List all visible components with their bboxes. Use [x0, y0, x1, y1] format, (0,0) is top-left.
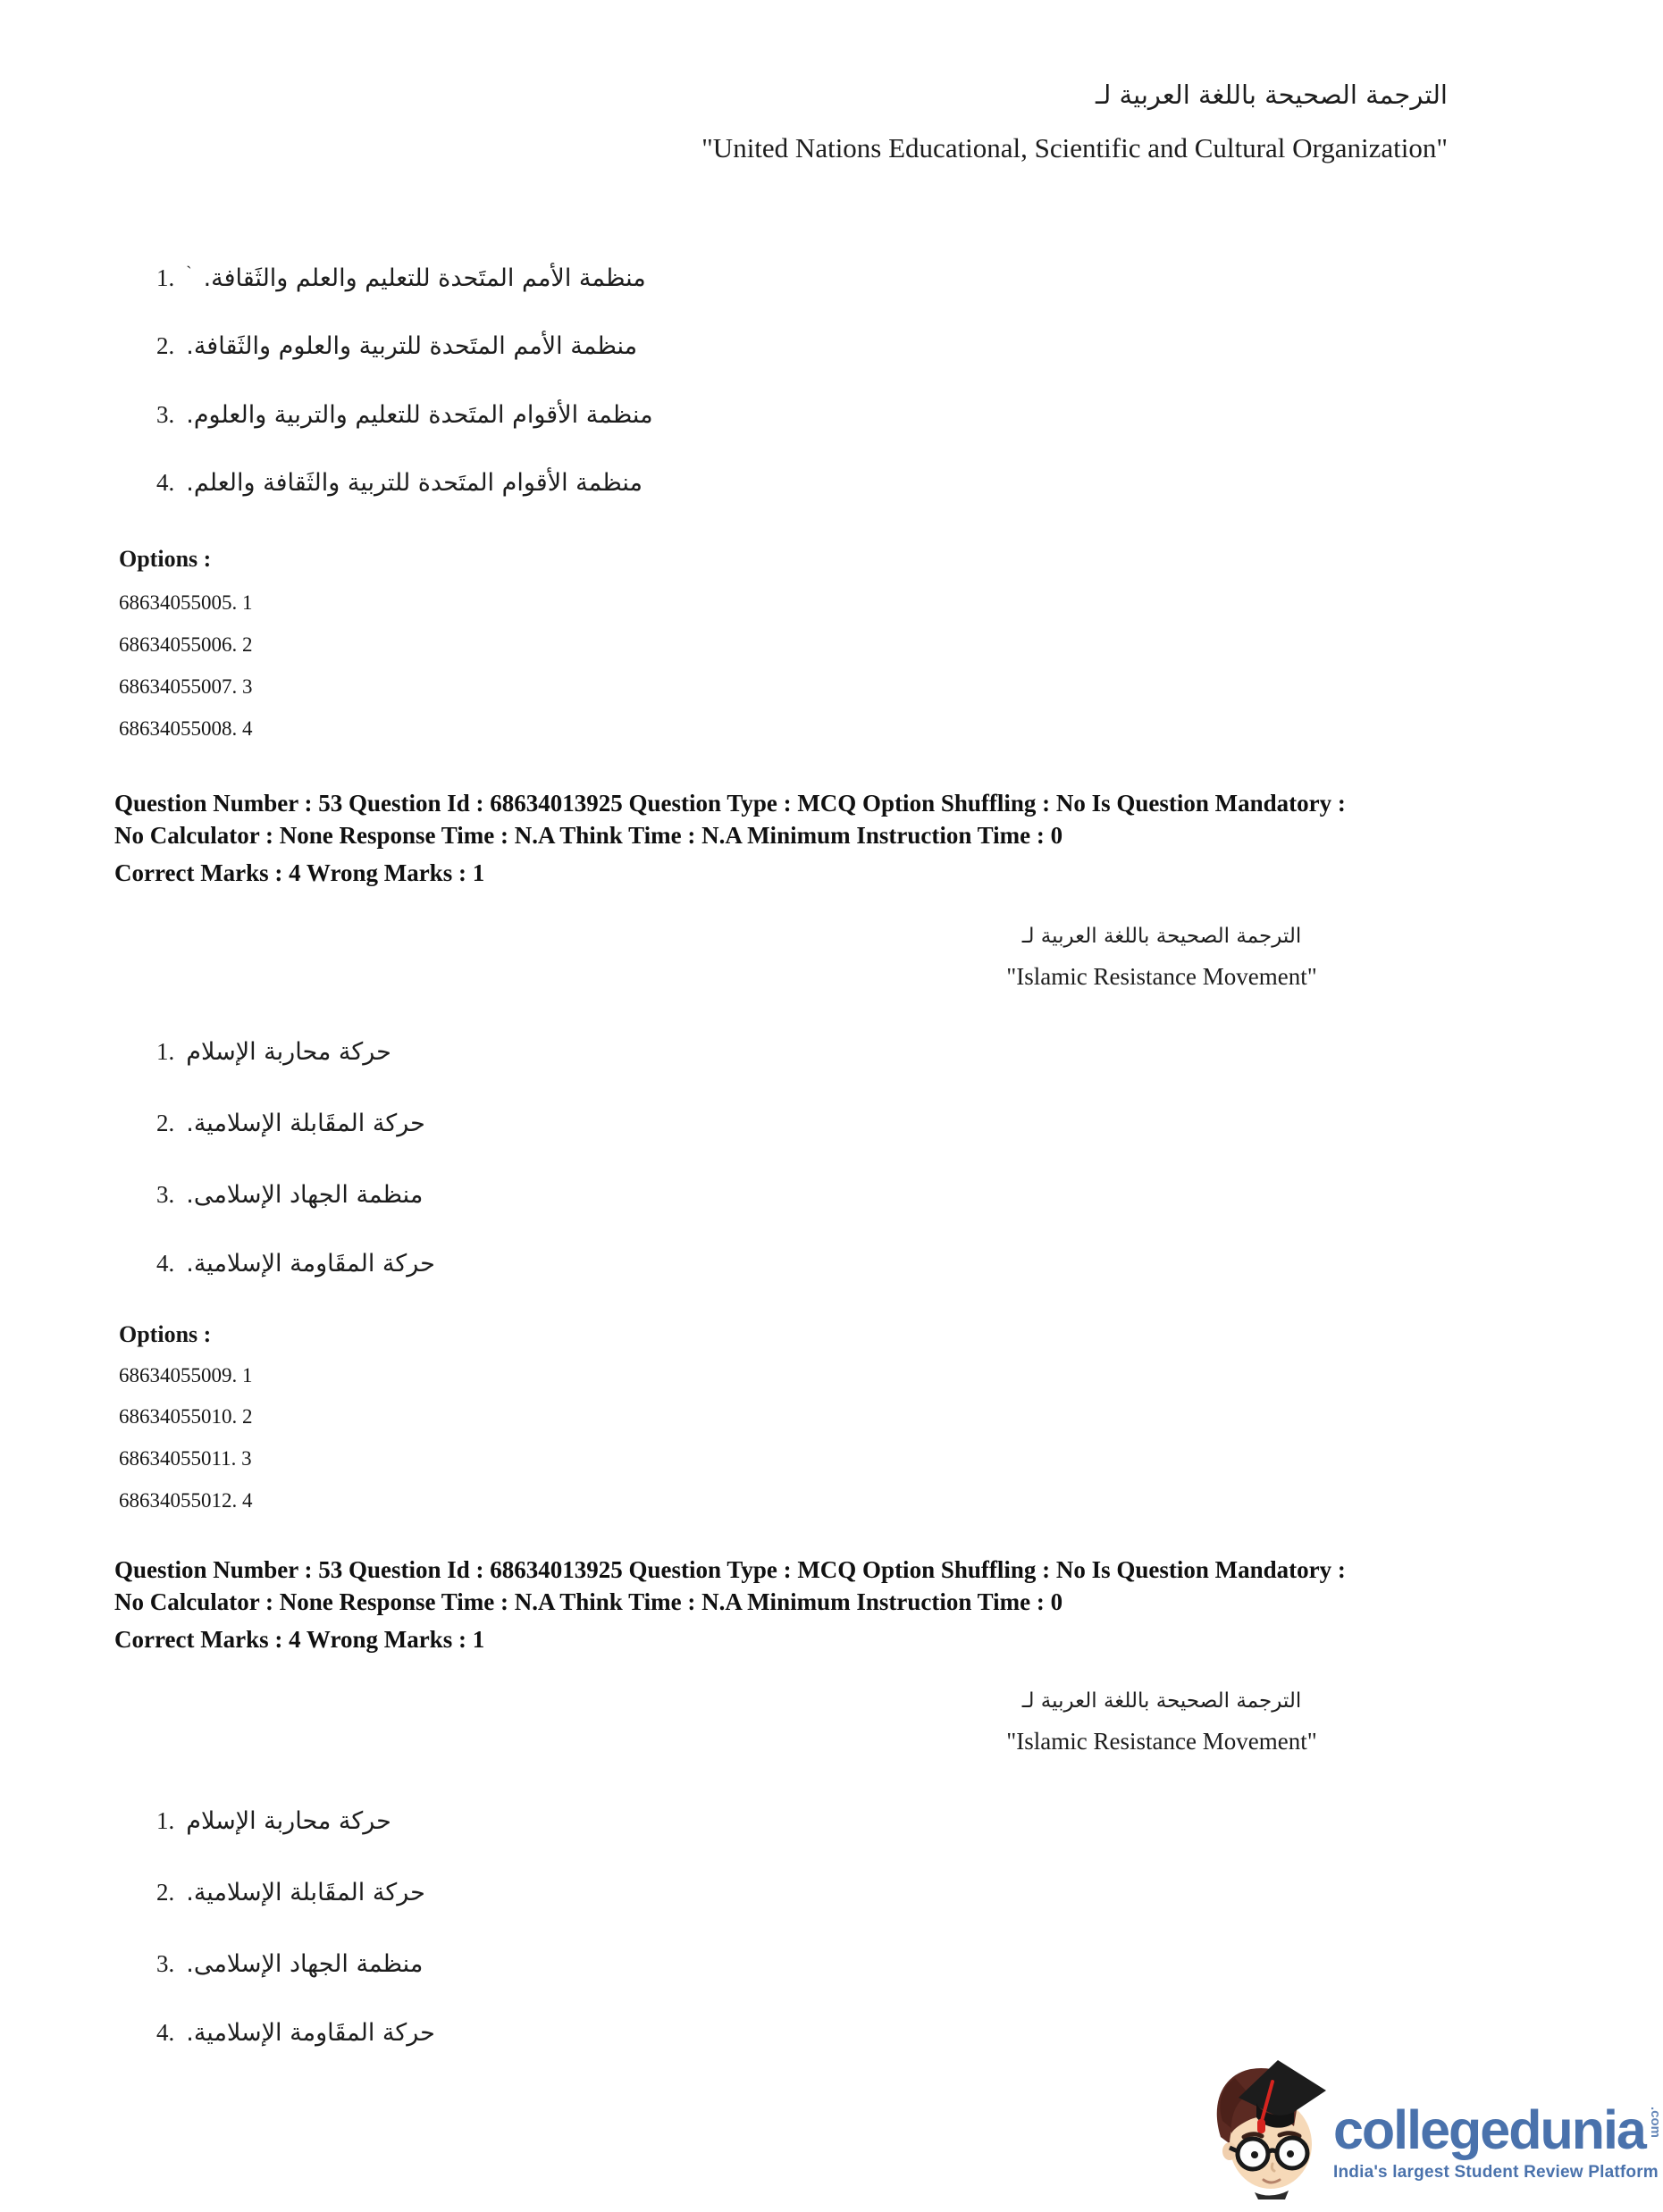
- question-meta-line-1: Question Number : 53 Question Id : 68634013925 Question Type : MCQ Option Shuffling : No Is Question Mandatory :: [114, 790, 1346, 817]
- option-arabic-text: منظمة الأقوام المتَحدة للتعليم والتربية والعلوم.: [186, 401, 653, 429]
- option-arabic-text: منظمة الأمم المتَحدة للتعليم والعلم والثَقافة.: [203, 264, 646, 292]
- collegedunia-mascot-icon: [1208, 2051, 1330, 2201]
- question-2-option-id-2: 68634055010. 2: [119, 1405, 253, 1428]
- option-number: 4.: [156, 469, 175, 496]
- question-1-option-4: [156, 469, 643, 497]
- question-1-option-2: [156, 332, 637, 360]
- option-number: 3.: [156, 1181, 175, 1208]
- option-arabic-text: حركة المقَابلة الإسلامية.: [186, 1879, 425, 1906]
- question-2-header-english: "Islamic Resistance Movement": [1006, 962, 1317, 990]
- question-2-option-3: [156, 1181, 423, 1209]
- collegedunia-brand-text: collegedunia: [1333, 2099, 1645, 2160]
- question-3-option-2: [156, 1879, 425, 1906]
- question-1-header: [608, 79, 1448, 164]
- option-stray-mark: `: [186, 264, 192, 282]
- collegedunia-com-suffix: .com: [1647, 2107, 1663, 2139]
- question-2-option-id-1: 68634055009. 1: [119, 1364, 253, 1387]
- option-number: 3.: [156, 1950, 175, 1977]
- option-number: 1.: [156, 264, 175, 291]
- question-2-option-1: [156, 1038, 391, 1066]
- option-number: 2.: [156, 332, 175, 359]
- option-number: 1.: [156, 1807, 175, 1834]
- option-arabic-text: حركة المقَاومة الإسلامية.: [186, 1250, 435, 1278]
- option-arabic-text: منظمة الجهاد الإسلامى.: [186, 1950, 424, 1978]
- option-number: 2.: [156, 1879, 175, 1906]
- question-2-option-id-4: 68634055012. 4: [119, 1489, 253, 1512]
- question-2-option-id-3: 68634055011. 3: [119, 1447, 252, 1470]
- question-3-header-english: "Islamic Resistance Movement": [1006, 1727, 1317, 1755]
- question-2-option-4: [156, 1250, 435, 1278]
- question-1-option-id-1: 68634055005. 1: [119, 591, 253, 614]
- question-3-option-1: [156, 1807, 391, 1835]
- question-2-header-arabic: الترجمة الصحيحة باللغة العربية لـ: [1021, 925, 1302, 948]
- question-1-option-id-4: 68634055008. 4: [119, 717, 253, 740]
- option-arabic-text: حركة محاربة الإسلام: [186, 1038, 391, 1066]
- option-number: 4.: [156, 2019, 175, 2046]
- option-arabic-text: منظمة الأقوام المتَحدة للتربية والثَقافة والعلم.: [186, 469, 643, 497]
- collegedunia-logo: [1208, 2051, 1663, 2212]
- option-arabic-text: حركة المقَابلة الإسلامية.: [186, 1110, 425, 1137]
- option-arabic-text: منظمة الأمم المتَحدة للتربية والعلوم والثَقافة.: [186, 332, 638, 360]
- option-arabic-text: منظمة الجهاد الإسلامى.: [186, 1181, 424, 1209]
- question-2-option-2: [156, 1110, 425, 1137]
- question-meta-line-2: No Calculator : None Response Time : N.A Think Time : N.A Minimum Instruction Time : 0: [114, 822, 1063, 849]
- option-number: 2.: [156, 1110, 175, 1136]
- option-arabic-text: حركة محاربة الإسلام: [186, 1807, 391, 1835]
- question-1-option-id-3: 68634055007. 3: [119, 675, 253, 698]
- question-meta-marks: Correct Marks : 4 Wrong Marks : 1: [114, 859, 485, 886]
- question-2-header: [965, 924, 1358, 991]
- question-meta-marks: Correct Marks : 4 Wrong Marks : 1: [114, 1626, 485, 1653]
- question-3-option-3: [156, 1950, 423, 1978]
- collegedunia-tagline: India's largest Student Review Platform: [1333, 2163, 1659, 2182]
- question-1-options-label: Options :: [119, 546, 212, 572]
- question-1-header-arabic: الترجمة الصحيحة باللغة العربية لـ: [1095, 80, 1448, 110]
- question-2-options-label: Options :: [119, 1321, 212, 1347]
- question-3-header: [965, 1688, 1358, 1755]
- option-arabic-text: حركة المقَاومة الإسلامية.: [186, 2019, 435, 2047]
- question-meta-line-1: Question Number : 53 Question Id : 68634013925 Question Type : MCQ Option Shuffling : No Is Question Mandatory :: [114, 1556, 1346, 1583]
- question-1-header-english: "United Nations Educational, Scientific and Cultural Organization": [701, 131, 1448, 163]
- question-3-header-arabic: الترجمة الصحيحة باللغة العربية لـ: [1021, 1689, 1302, 1713]
- question-meta-line-2: No Calculator : None Response Time : N.A Think Time : N.A Minimum Instruction Time : 0: [114, 1588, 1063, 1615]
- option-number: 4.: [156, 1250, 175, 1277]
- option-number: 3.: [156, 401, 175, 428]
- question-1-option-id-2: 68634055006. 2: [119, 633, 253, 656]
- question-3-option-4: [156, 2019, 435, 2047]
- option-number: 1.: [156, 1038, 175, 1065]
- question-1-option-3: [156, 401, 653, 429]
- question-1-option-1: [156, 264, 646, 292]
